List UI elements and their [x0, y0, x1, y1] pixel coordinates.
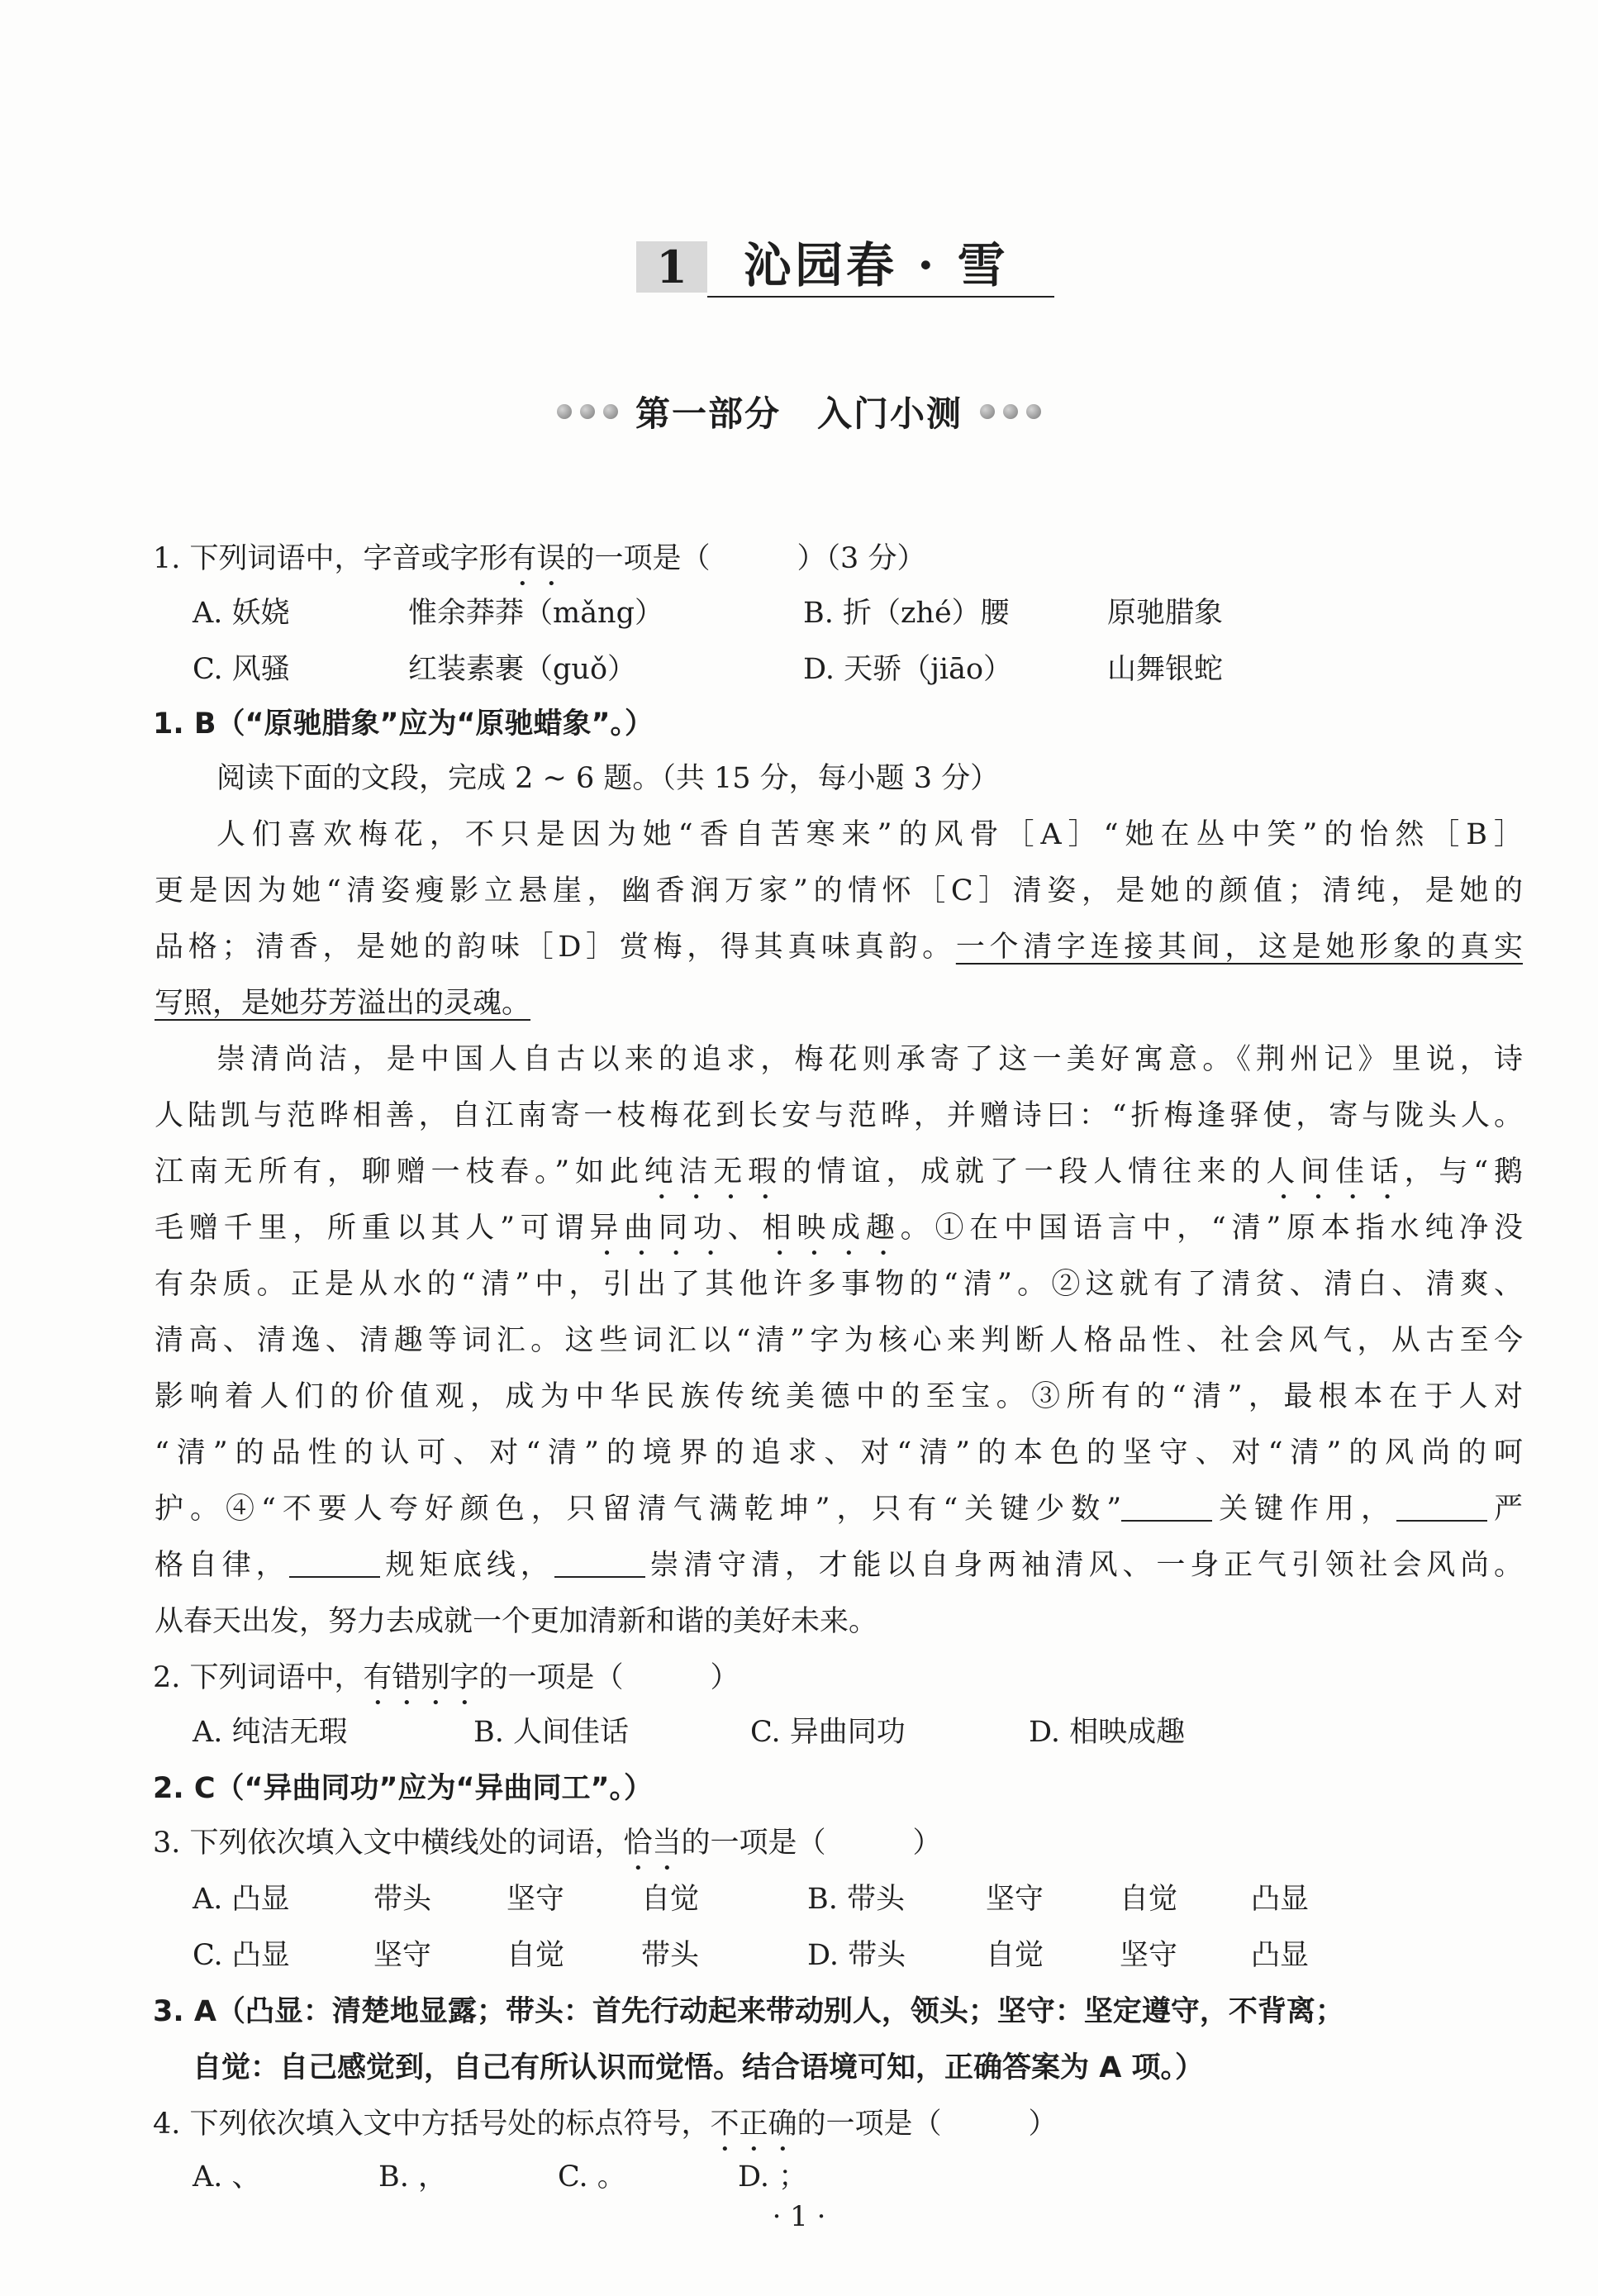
question-1-stem: 1. 下列词语中，字音或字形有误的一项是（ ）（3 分） — [153, 542, 926, 575]
q2-option-d: D. 相映成趣 — [1029, 1716, 1186, 1749]
passage-line: 从春天出发，努力去成就一个更加清新和谐的美好未来。 — [155, 1605, 878, 1638]
section-title: 第一部分 入门小测 — [635, 393, 963, 434]
section-header — [0, 383, 1598, 441]
q1-option-d-label: D. 天骄（jiāo） — [803, 653, 1013, 686]
q1-option-b-label: B. 折（zhé）腰 — [803, 597, 1010, 630]
passage-line: 有杂质。正是从水的“清”中，引出了其他许多事物的“清”。②这就有了清贫、清白、清爽、 — [155, 1268, 1523, 1301]
underlined-sentence: 一个清字连接其间，这是她形象的真实 — [955, 931, 1523, 964]
q1-option-b-detail: 原驰腊象 — [1107, 597, 1224, 630]
q1-option-a-detail: 惟余莽莽（mǎng） — [408, 597, 664, 630]
q1-option-c-detail: 红装素裹（guǒ） — [408, 653, 637, 686]
q1-option-a-label: A. 妖娆 — [193, 597, 290, 630]
q3-option-d-label: D. 带头 — [807, 1939, 906, 1972]
q2-option-c: C. 异曲同功 — [750, 1716, 906, 1749]
q3-option-word: 凸显 — [1251, 1939, 1310, 1972]
dot-icon — [980, 404, 995, 419]
q4-option-b: B. ， — [378, 2160, 447, 2194]
question-4-stem: 4. 下列依次填入文中方括号处的标点符号，不正确的一项是（ ） — [153, 2108, 1058, 2141]
q3-option-word: 自觉 — [641, 1883, 700, 1916]
passage-line: 人们喜欢梅花，不只是因为她“香自苦寒来”的风骨［A］“她在丛中笑”的怡然［B］ — [216, 818, 1523, 851]
passage-line: 毛赠千里，所重以其人”可谓异曲同功、相映成趣。①在中国语言中，“清”原本指水纯净没 — [155, 1212, 1523, 1245]
passage-line: 品格；清香，是她的韵味［D］赏梅，得其真味真韵。一个清字连接其间，这是她形象的真实 — [155, 931, 1523, 964]
underlined-sentence: 写照，是她芬芳溢出的灵魂。 — [155, 987, 531, 1020]
q4-option-a: A. 、 — [193, 2160, 261, 2194]
q2-option-a: A. 纯洁无瑕 — [193, 1716, 348, 1749]
page-number: · 1 · — [772, 2200, 826, 2233]
question-1-answer: 1. B（“原驰腊象”应为“原驰蜡象”。） — [153, 707, 654, 741]
passage-line: 更是因为她“清姿瘦影立悬崖，幽香润万家”的情怀［C］清姿，是她的颜值；清纯，是她的 — [155, 874, 1523, 907]
q1-option-c-label: C. 风骚 — [193, 653, 290, 686]
question-3-answer: 3. A（凸显：清楚地显露；带头：首先行动起来带动别人，领头；坚守：坚定遵守，不背离； — [153, 1995, 1344, 2028]
fill-blank — [554, 1550, 645, 1578]
lesson-number: 1 — [636, 241, 707, 293]
passage-line: 清高、清逸、清趣等词汇。这些词汇以“清”字为核心来判断人格品性、社会风气，从古至今 — [155, 1324, 1523, 1357]
passage-line: 江南无所有，聊赠一枝春。”如此纯洁无瑕的情谊，成就了一段人情往来的人间佳话，与“鹅 — [155, 1155, 1523, 1188]
question-3-answer-cont: 自觉：自己感觉到，自己有所认识而觉悟。结合语境可知，正确答案为 A 项。） — [193, 2051, 1204, 2084]
passage-line: 人陆凯与范晔相善，自江南寄一枝梅花到长安与范晔，并赠诗曰：“折梅逢驿使，寄与陇头人。 — [155, 1099, 1523, 1132]
q4-option-c: C. 。 — [558, 2160, 626, 2194]
dot-icon — [557, 404, 572, 419]
question-2-stem: 2. 下列词语中，有错别字的一项是（ ） — [153, 1661, 740, 1694]
q3-option-word: 自觉 — [1120, 1883, 1178, 1916]
passage-line: 影响着人们的价值观，成为中华民族传统美德中的至宝。③所有的“清”，最根本在于人对 — [155, 1380, 1523, 1413]
q3-option-word: 自觉 — [507, 1939, 565, 1972]
q3-option-word: 自觉 — [986, 1939, 1044, 1972]
q4-option-d: D. ； — [738, 2160, 808, 2194]
lesson-title — [636, 236, 1053, 302]
dot-icon — [1026, 404, 1041, 419]
fill-blank — [1396, 1493, 1487, 1522]
passage-line: “清”的品性的认可、对“清”的境界的追求、对“清”的本色的坚守、对“清”的风尚的呵 — [155, 1436, 1523, 1470]
q3-option-word: 带头 — [373, 1883, 432, 1916]
passage-line: 格自律， 规矩底线， 崇清守清，才能以自身两袖清风、一身正气引领社会风尚。 — [155, 1549, 1523, 1582]
q3-option-a-label: A. 凸显 — [193, 1883, 290, 1916]
question-3-stem: 3. 下列依次填入文中横线处的词语，恰当的一项是（ ） — [153, 1827, 942, 1860]
q3-option-word: 凸显 — [1251, 1883, 1310, 1916]
q3-option-word: 带头 — [641, 1939, 700, 1972]
question-2-answer: 2. C（“异曲同功”应为“异曲同工”。） — [153, 1772, 654, 1805]
q3-option-word: 坚守 — [1120, 1939, 1178, 1972]
q3-option-b-label: B. 带头 — [807, 1883, 905, 1916]
dot-icon — [1003, 404, 1018, 419]
q3-option-word: 坚守 — [373, 1939, 432, 1972]
q3-option-c-label: C. 凸显 — [193, 1939, 290, 1972]
q3-option-word: 坚守 — [986, 1883, 1044, 1916]
reading-instructions: 阅读下面的文段，完成 2 ~ 6 题。（共 15 分，每小题 3 分） — [216, 762, 1000, 795]
fill-blank — [1121, 1493, 1212, 1522]
passage-line: 崇清尚洁，是中国人自古以来的追求，梅花则承寄了这一美好寓意。《荆州记》里说，诗 — [216, 1043, 1523, 1076]
lesson-title-text: 沁园春 · 雪 — [744, 237, 1009, 293]
passage-line — [155, 982, 1523, 1027]
q1-option-d-detail: 山舞银蛇 — [1107, 653, 1224, 686]
dot-icon — [603, 404, 618, 419]
dot-icon — [580, 404, 595, 419]
passage-line: 护。④“不要人夸好颜色，只留清气满乾坤”，只有“关键少数” 关键作用， 严 — [155, 1493, 1523, 1526]
title-underline — [707, 296, 1054, 298]
q2-option-b: B. 人间佳话 — [473, 1716, 629, 1749]
fill-blank — [289, 1550, 380, 1578]
q3-option-word: 坚守 — [507, 1883, 565, 1916]
